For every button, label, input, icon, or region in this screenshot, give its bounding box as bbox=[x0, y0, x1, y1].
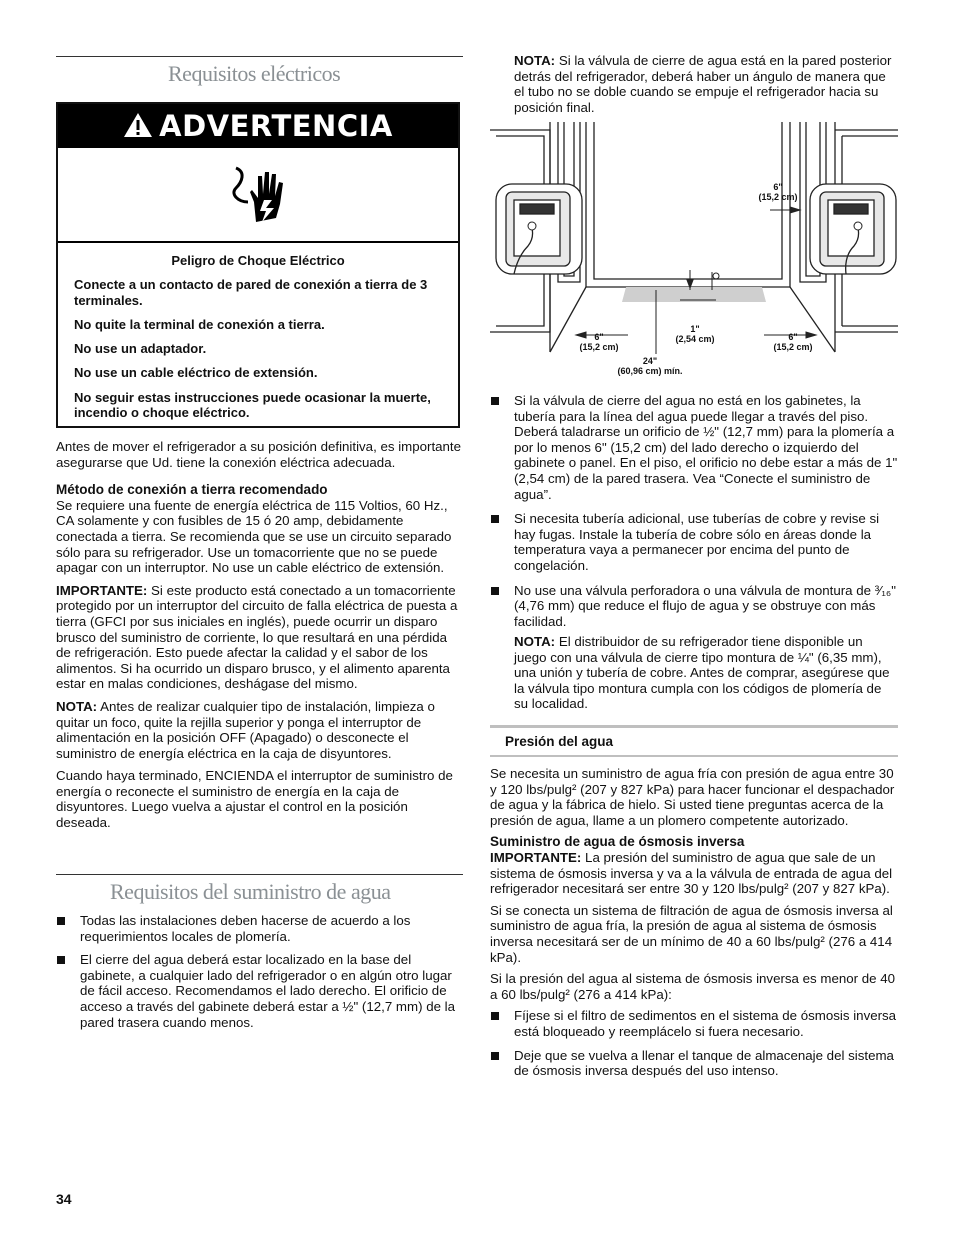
electric-shock-hand-icon bbox=[228, 162, 294, 228]
important-label: IMPORTANTE: bbox=[56, 582, 148, 598]
warning-title: ADVERTENCIA bbox=[159, 109, 393, 143]
pressure-title: Presión del agua bbox=[505, 734, 614, 749]
dim-bottom bbox=[602, 356, 698, 376]
right-nota-label: NOTA: bbox=[514, 53, 556, 68]
dim-center-metric: (2,54 cm) bbox=[675, 334, 715, 344]
list-item: No use una válvula perforadora o una válvula de montura de ³⁄₁₆" (4,76 mm) que reduce el flujo de agua y se obstruye con más facilidad. bbox=[490, 583, 898, 630]
dim-center bbox=[670, 324, 720, 344]
list-item: El cierre del agua deberá estar localizado en la base del gabinete, a cualquier lado del refrigerador o en algún otro lugar de fácil acceso. Recomendamos el lado derecho. El orificio de acceso a través del gabinete deberá estar a ½" (12,7 mm) de la pared trasera cuando menos. bbox=[56, 952, 462, 1030]
right-bullets bbox=[490, 393, 898, 638]
page-number: 34 bbox=[56, 1191, 72, 1207]
method-text: Se requiere una fuente de energía eléctrica de 115 Voltios, 60 Hz., CA solamente y con fusibles de 15 ó 20 amp, debidamente conectada a tierra. Se recomienda que se use un circuito separado sólo para su refrigerador. Use un tomacorriente que no se puede apagar con un interruptor. No use un cable eléctrico de extensión. bbox=[56, 497, 452, 576]
para-final: Cuando haya terminado, ENCIENDA el interruptor de suministro de energía o reconecte el suministro de energía en la caja de disyuntores. Luego vuelva a ajustar el control en la posición deseada. bbox=[56, 768, 453, 831]
warning-box bbox=[56, 102, 460, 428]
ro-important-text: La presión del suministro de agua que sale de un sistema de ósmosis inversa y va a la válvula de entrada de agua del refrigerador necesitará ser entre 30 y 120 lbs/pulg² (207 y 827 kPa). bbox=[490, 849, 893, 897]
para-before-move: Antes de mover el refrigerador a su posición definitiva, es importante asegurarse que Ud. tiene la conexión eléctrica adecuada. bbox=[56, 439, 462, 470]
nota-para bbox=[56, 699, 462, 761]
ro-important-label: IMPORTANTE: bbox=[490, 849, 582, 865]
pressure-body bbox=[490, 766, 898, 1087]
important-text: Si este producto está conectado a un tomacorriente protegido por un interruptor del circuito de falla eléctrica de puesta a tierra (GFCI por sus iniciales en inglés), puede ocurrir un disparo brusco del suministro de corriente, lo que resultará en una pérdida de refrigeración. Esto puede afectar la calidad y el sabor de los alimentos. Si ha ocurrido un disparo brusco, y el alimento aparenta estar en malas condiciones, deshágase del mismo. bbox=[56, 582, 458, 692]
dim-bottom-value: 24" bbox=[642, 356, 658, 366]
warning-line-1: Conecte a un contacto de pared de conexión a tierra de 3 terminales. bbox=[74, 277, 428, 308]
ro-title: Suministro de agua de ósmosis inversa bbox=[490, 834, 745, 850]
dim-left-metric: (15,2 cm) bbox=[579, 342, 619, 352]
dim-top-metric: (15,2 cm) bbox=[758, 192, 798, 202]
warning-text bbox=[58, 243, 458, 421]
dim-bottom-metric: (60,96 cm) mín. bbox=[617, 366, 683, 376]
dim-center-value: 1" bbox=[690, 324, 700, 334]
nota-text: Antes de realizar cualquier tipo de instalación, limpieza o quitar un foco, quite la rejilla superior y ponga el interruptor de alimentación en la posición OFF (Apagado) o desconecte el suministro de energía eléctrica en la caja de disyuntores. bbox=[56, 698, 435, 761]
warning-line-3: No use un adaptador. bbox=[74, 341, 207, 357]
pressure-top-bar bbox=[490, 725, 898, 728]
ro-p2: Si se conecta un sistema de filtración de agua de ósmosis inversa al suministro de agua fría, la presión de agua al sistema de ósmosis inversa necesitará ser de un mínimo de 40 a 60 lbs/pulg² (276 a 414 kPa). bbox=[490, 902, 893, 965]
dim-right bbox=[768, 332, 818, 352]
right-nota bbox=[514, 53, 898, 115]
rule-water bbox=[56, 874, 463, 875]
warning-line-0: Peligro de Choque Eléctrico bbox=[171, 253, 345, 268]
dim-right-metric: (15,2 cm) bbox=[773, 342, 813, 352]
top-rule-left bbox=[56, 56, 463, 57]
dim-left-value: 6" bbox=[594, 332, 604, 342]
dim-right-value: 6" bbox=[788, 332, 798, 342]
warning-triangle-icon bbox=[123, 106, 153, 150]
right-nota2 bbox=[514, 634, 898, 712]
ro-important bbox=[490, 850, 898, 897]
list-item: Fíjese si el filtro de sedimentos en el sistema de ósmosis inversa está bloqueado y reemplácelo si fuera necesario. bbox=[490, 1008, 898, 1039]
heading-electrical: Requisitos eléctricos bbox=[168, 61, 341, 86]
warning-line-5: No seguir estas instrucciones puede ocasionar la muerte, incendio o choque eléctrico. bbox=[74, 389, 431, 421]
warning-header bbox=[58, 104, 458, 146]
ro-bullets bbox=[490, 1008, 898, 1078]
nota-label: NOTA: bbox=[56, 698, 98, 714]
ro-p3: Si la presión del agua al sistema de ósmosis inversa es menor de 40 a 60 lbs/pulg² (276 a 414 kPa): bbox=[490, 971, 896, 1002]
pressure-text: Se necesita un suministro de agua fría con presión de agua entre 30 y 120 lbs/pulg² (207 y 827 kPa) para hacer funcionar el despachador de agua y la fábrica de hielo. Si usted tiene preguntas acerca de la presión de agua, llame a un plomero competente autorizado. bbox=[490, 766, 895, 828]
right-nota2-label: NOTA: bbox=[514, 634, 556, 649]
dim-left bbox=[576, 332, 622, 352]
dim-top bbox=[748, 182, 808, 202]
right-nota2-text: El distribuidor de su refrigerador tiene disponible un juego con una válvula de cierre tipo montura de ¼" (6,35 mm), una unión y tubería de cobre. Antes de comprar, asegúrese que la válvula tipo montura cumpla con los códigos de plomería de su localidad. bbox=[514, 634, 890, 712]
installation-diagram bbox=[490, 122, 898, 384]
warning-line-4: No use un cable eléctrico de extensión. bbox=[74, 365, 318, 381]
list-item: Todas las instalaciones deben hacerse de acuerdo a los requerimientos locales de plomería. bbox=[56, 913, 462, 944]
left-body bbox=[56, 439, 462, 831]
method-title: Método de conexión a tierra recomendado bbox=[56, 482, 328, 498]
list-item: Si necesita tubería adicional, use tuberías de cobre y revise si hay fugas. Instale la tubería de cobre sólo en áreas donde la temperatura vaya a permanecer por encima del punto de congelación. bbox=[490, 511, 898, 573]
water-bullets bbox=[56, 913, 462, 1038]
diagram-drawing bbox=[490, 122, 898, 384]
warning-line-2: No quite la terminal de conexión a tierra. bbox=[74, 316, 325, 332]
shock-hazard-area bbox=[58, 146, 458, 243]
pressure-bottom-bar bbox=[490, 755, 898, 757]
dim-top-value: 6" bbox=[773, 182, 783, 192]
heading-water: Requisitos del suministro de agua bbox=[110, 879, 391, 904]
list-item: Deje que se vuelva a llenar el tanque de almacenaje del sistema de ósmosis inversa después del uso intenso. bbox=[490, 1048, 898, 1079]
list-item: Si la válvula de cierre del agua no está en los gabinetes, la tubería para la línea del agua puede llegar a través del piso. Deberá taladrarse un orificio de ½" (12,7 mm) para la plomería a por lo menos 6" (15,2 cm) del lado derecho o izquierdo del gabinete o panel. En el piso, el orificio no debe estar a más de 1" (2,54 cm) de la pared trasera. Vea “Conecte el suministro de agua”. bbox=[490, 393, 898, 502]
important-para bbox=[56, 583, 462, 692]
right-nota-text: Si la válvula de cierre de agua está en la pared posterior detrás del refrigerador, deberá haber un ángulo de manera que el tubo no se doble cuando se empuje el refrigerador hacia su posición final. bbox=[514, 53, 892, 115]
